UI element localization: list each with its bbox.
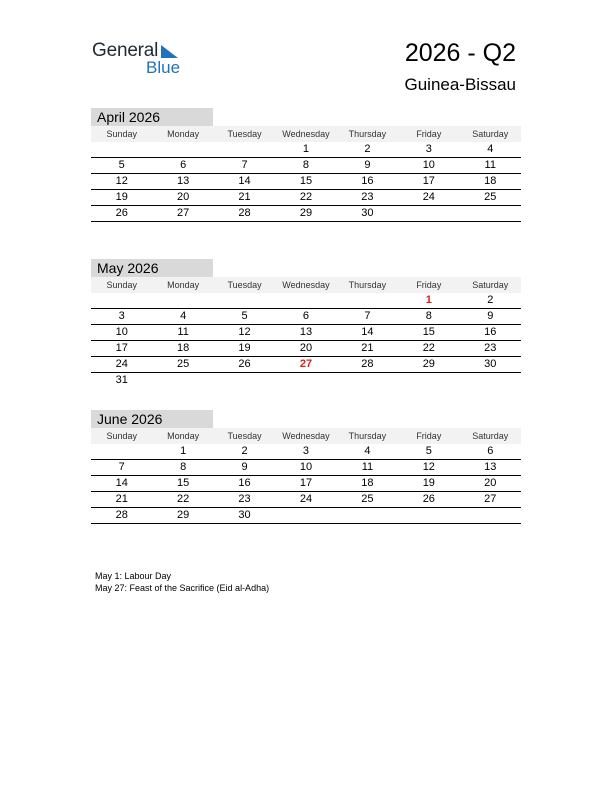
month-may	[91, 259, 521, 388]
day-cell: 11	[460, 158, 521, 174]
day-cell: 25	[460, 190, 521, 206]
day-cell: 25	[337, 492, 398, 508]
day-cell: 30	[214, 508, 275, 524]
day-cell: 13	[152, 174, 213, 190]
day-cell: 6	[460, 444, 521, 460]
day-cell	[91, 444, 152, 460]
day-cell	[91, 293, 152, 309]
day-cell: 12	[214, 325, 275, 341]
day-cell: 20	[275, 341, 336, 357]
day-cell	[398, 508, 459, 524]
week-row	[91, 341, 521, 357]
week-row	[91, 206, 521, 222]
weekday-label: Saturday	[460, 428, 521, 444]
month-title: May 2026	[91, 259, 213, 277]
weekday-header-row	[91, 428, 521, 444]
day-cell: 25	[152, 357, 213, 373]
holiday-note: May 27: Feast of the Sacrifice (Eid al-Adha)	[95, 583, 270, 593]
day-cell	[214, 142, 275, 158]
week-row	[91, 190, 521, 206]
day-cell: 28	[337, 357, 398, 373]
weekday-label: Tuesday	[214, 277, 275, 293]
day-cell	[275, 373, 336, 389]
day-cell: 7	[91, 460, 152, 476]
calendar-table	[91, 126, 521, 222]
day-cell: 23	[337, 190, 398, 206]
day-cell: 9	[214, 460, 275, 476]
month-april	[91, 108, 521, 222]
day-cell: 5	[91, 158, 152, 174]
day-cell: 19	[398, 476, 459, 492]
calendar-table	[91, 277, 521, 388]
day-cell: 18	[337, 476, 398, 492]
weekday-label: Sunday	[91, 428, 152, 444]
day-cell: 2	[214, 444, 275, 460]
day-cell: 19	[214, 341, 275, 357]
logo-word-blue: Blue	[146, 58, 181, 77]
day-cell	[460, 508, 521, 524]
weekday-label: Friday	[398, 126, 459, 142]
day-cell: 3	[275, 444, 336, 460]
week-row	[91, 325, 521, 341]
day-cell: 3	[91, 309, 152, 325]
day-cell	[91, 142, 152, 158]
holiday-note: May 1: Labour Day	[95, 571, 172, 581]
weekday-label: Thursday	[337, 126, 398, 142]
day-cell: 2	[460, 293, 521, 309]
day-cell	[398, 206, 459, 222]
week-row	[91, 508, 521, 524]
day-cell: 16	[460, 325, 521, 341]
day-cell: 29	[275, 206, 336, 222]
weekday-label: Monday	[152, 428, 213, 444]
day-cell: 11	[337, 460, 398, 476]
day-cell: 15	[152, 476, 213, 492]
day-cell	[152, 373, 213, 389]
weekday-label: Friday	[398, 428, 459, 444]
weekday-label: Thursday	[337, 277, 398, 293]
day-cell: 17	[398, 174, 459, 190]
week-row	[91, 293, 521, 309]
generalblue-logo	[92, 40, 192, 80]
day-cell: 16	[337, 174, 398, 190]
week-row	[91, 174, 521, 190]
weekday-header-row	[91, 277, 521, 293]
day-cell: 10	[275, 460, 336, 476]
day-cell: 13	[275, 325, 336, 341]
day-cell: 2	[337, 142, 398, 158]
day-cell: 5	[398, 444, 459, 460]
weekday-label: Saturday	[460, 277, 521, 293]
week-row	[91, 492, 521, 508]
day-cell: 19	[91, 190, 152, 206]
day-cell: 9	[337, 158, 398, 174]
day-cell: 27	[275, 357, 336, 373]
weekday-label: Friday	[398, 277, 459, 293]
day-cell: 4	[337, 444, 398, 460]
logo-word-general: General	[92, 40, 159, 61]
week-row	[91, 142, 521, 158]
weekday-label: Tuesday	[214, 428, 275, 444]
day-cell: 28	[214, 206, 275, 222]
day-cell: 18	[460, 174, 521, 190]
day-cell: 6	[275, 309, 336, 325]
week-row	[91, 309, 521, 325]
day-cell: 7	[337, 309, 398, 325]
day-cell: 21	[214, 190, 275, 206]
day-cell: 1	[152, 444, 213, 460]
day-cell: 13	[460, 460, 521, 476]
month-title: June 2026	[91, 410, 213, 428]
weekday-label: Saturday	[460, 126, 521, 142]
day-cell: 28	[91, 508, 152, 524]
day-cell: 27	[460, 492, 521, 508]
day-cell: 31	[115, 374, 128, 386]
week-row	[91, 158, 521, 174]
day-cell: 22	[152, 492, 213, 508]
day-cell: 26	[398, 492, 459, 508]
day-cell	[214, 293, 275, 309]
week-row	[91, 444, 521, 460]
page-title: 2026 - Q2	[404, 39, 516, 67]
weekday-label: Wednesday	[275, 126, 336, 142]
day-cell	[275, 508, 336, 524]
day-cell: 1	[398, 293, 459, 309]
day-cell	[337, 373, 398, 389]
day-cell: 30	[460, 357, 521, 373]
day-cell: 14	[214, 174, 275, 190]
day-cell: 12	[91, 174, 152, 190]
day-cell	[460, 206, 521, 222]
country-name: Guinea-Bissau	[404, 75, 516, 94]
day-cell: 26	[91, 206, 152, 222]
weekday-header-row	[91, 126, 521, 142]
day-cell	[275, 293, 336, 309]
holiday-notes	[95, 570, 269, 594]
weekday-label: Sunday	[91, 277, 152, 293]
week-row	[91, 460, 521, 476]
day-cell: 15	[398, 325, 459, 341]
day-cell: 7	[214, 158, 275, 174]
day-cell: 16	[214, 476, 275, 492]
day-cell: 14	[91, 476, 152, 492]
day-cell	[460, 373, 521, 389]
day-cell: 18	[152, 341, 213, 357]
day-cell: 14	[337, 325, 398, 341]
weekday-label: Tuesday	[214, 126, 275, 142]
day-cell: 24	[91, 357, 152, 373]
day-cell: 26	[214, 357, 275, 373]
day-cell: 4	[152, 309, 213, 325]
day-cell: 8	[152, 460, 213, 476]
month-title: April 2026	[91, 108, 213, 126]
day-cell: 11	[152, 325, 213, 341]
day-cell	[398, 373, 459, 389]
day-cell: 23	[214, 492, 275, 508]
day-cell: 5	[214, 309, 275, 325]
weekday-label: Monday	[152, 277, 213, 293]
day-cell: 12	[398, 460, 459, 476]
day-cell: 24	[398, 190, 459, 206]
day-cell: 22	[398, 341, 459, 357]
day-cell: 17	[275, 476, 336, 492]
day-cell: 20	[460, 476, 521, 492]
day-cell: 24	[275, 492, 336, 508]
day-cell: 10	[398, 158, 459, 174]
day-cell: 1	[275, 142, 336, 158]
day-cell: 29	[398, 357, 459, 373]
weekday-label: Thursday	[337, 428, 398, 444]
day-cell: 6	[152, 158, 213, 174]
day-cell	[214, 373, 275, 389]
weekday-label: Wednesday	[275, 428, 336, 444]
day-cell	[337, 293, 398, 309]
day-cell: 20	[152, 190, 213, 206]
day-cell	[337, 508, 398, 524]
calendar-table	[91, 428, 521, 524]
day-cell	[152, 293, 213, 309]
week-row	[91, 357, 521, 373]
week-row	[91, 476, 521, 492]
month-june	[91, 410, 521, 524]
day-cell: 22	[275, 190, 336, 206]
weekday-label: Monday	[152, 126, 213, 142]
day-cell: 3	[398, 142, 459, 158]
day-cell: 8	[275, 158, 336, 174]
day-cell: 17	[91, 341, 152, 357]
day-cell: 15	[275, 174, 336, 190]
day-cell: 21	[91, 492, 152, 508]
day-cell: 10	[91, 325, 152, 341]
day-cell: 23	[460, 341, 521, 357]
weekday-label: Sunday	[91, 126, 152, 142]
day-cell: 9	[460, 309, 521, 325]
week-row	[91, 373, 521, 389]
day-cell: 8	[398, 309, 459, 325]
day-cell: 21	[337, 341, 398, 357]
day-cell: 27	[152, 206, 213, 222]
weekday-label: Wednesday	[275, 277, 336, 293]
day-cell: 4	[460, 142, 521, 158]
day-cell	[152, 142, 213, 158]
day-cell: 29	[152, 508, 213, 524]
day-cell: 30	[337, 206, 398, 222]
